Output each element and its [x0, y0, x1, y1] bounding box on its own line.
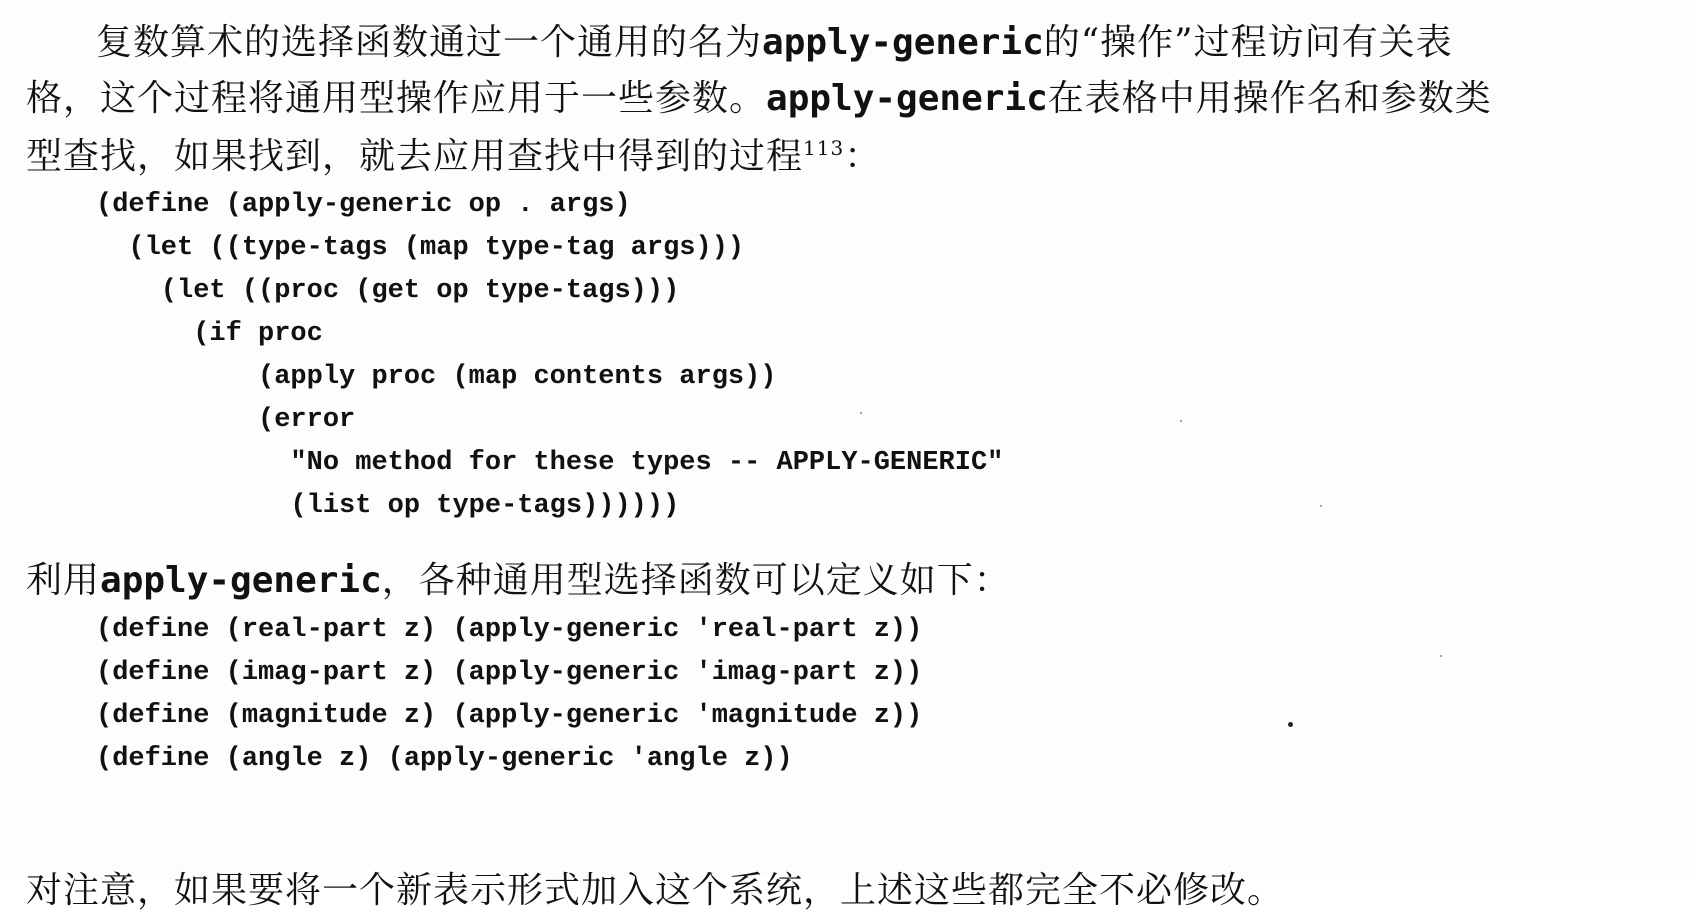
- code-line: (let ((type-tags (map type-tag args))): [96, 233, 745, 263]
- paragraph-text: ，各种通用型选择函数可以定义如下：: [381, 560, 1011, 601]
- paragraph-text: 的“操作”过程访问有关表: [1043, 22, 1453, 63]
- paragraph-text: 利用: [26, 560, 101, 601]
- paragraph-1-line-2: [26, 70, 1492, 121]
- code-line: (define (apply-generic op . args): [96, 190, 631, 220]
- paragraph-text: 格，这个过程将通用型操作应用于一些参数。: [26, 78, 767, 119]
- paragraph-text: ：: [844, 136, 882, 177]
- inline-code: apply-generic: [762, 22, 1044, 63]
- paragraph-text: 复数算术的选择函数通过一个通用的名为: [96, 22, 763, 63]
- code-line: (define (magnitude z) (apply-generic 'magnitude z)): [96, 701, 923, 731]
- inline-code: apply-generic: [100, 560, 382, 601]
- paragraph-1-line-3: [26, 128, 881, 179]
- scan-speck: [1288, 722, 1293, 727]
- code-line: (define (imag-part z) (apply-generic 'imag-part z)): [96, 658, 923, 688]
- cut-off-text-line: 对注意，如果要将一个新表示形式加入这个系统，上述这些都完全不必修改。: [26, 870, 1285, 911]
- code-line: (error: [96, 405, 356, 435]
- code-line: (define (angle z) (apply-generic 'angle z)): [96, 744, 793, 774]
- code-line: (apply proc (map contents args)): [96, 362, 777, 392]
- scan-speck: [1440, 655, 1442, 657]
- code-line: (let ((proc (get op type-tags))): [96, 276, 680, 306]
- paragraph-text: 型查找，如果找到，就去应用查找中得到的过程: [26, 136, 804, 177]
- paragraph-1-line-1: [96, 14, 1453, 65]
- scan-speck: [1320, 505, 1322, 507]
- code-line: (define (real-part z) (apply-generic 'real-part z)): [96, 615, 923, 645]
- scan-speck: [860, 412, 862, 414]
- paragraph-2: [26, 552, 1011, 603]
- inline-code: apply-generic: [766, 78, 1048, 119]
- scan-speck: [1180, 420, 1182, 422]
- code-line: (list op type-tags)))))): [96, 491, 680, 521]
- code-line: "No method for these types -- APPLY-GENERIC": [96, 448, 1004, 478]
- code-line: (if proc: [96, 319, 323, 349]
- footnote-marker: 113: [803, 136, 845, 160]
- paragraph-text: 在表格中用操作名和参数类: [1047, 78, 1492, 119]
